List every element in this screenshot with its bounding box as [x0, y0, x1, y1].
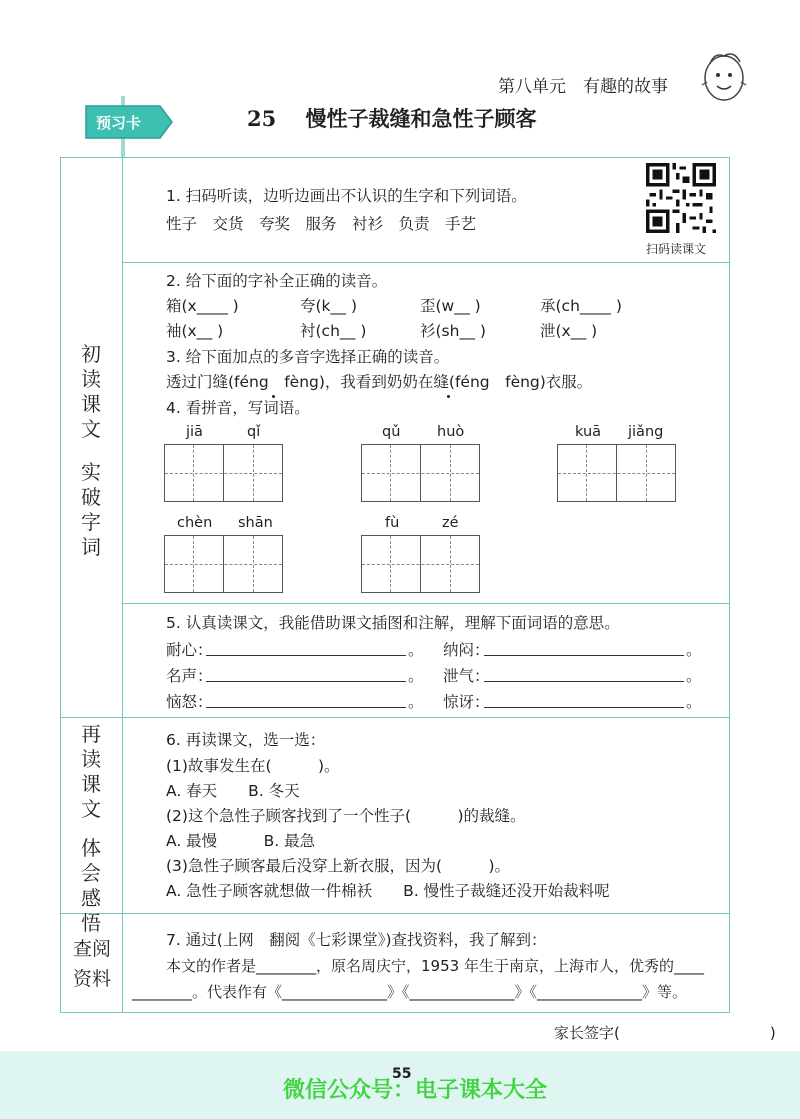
period: 。 [408, 667, 424, 685]
tag-label: 预习卡 [96, 114, 142, 132]
q2-item: 承(ch____ ) [540, 297, 622, 315]
answer-line[interactable] [484, 655, 684, 656]
period: 。 [408, 641, 424, 659]
q2-item: 泄(x__ ) [540, 322, 598, 340]
side-divider [122, 157, 123, 1013]
q1-instruction: 1. 扫码听读，边听边画出不认识的生字和下列词语。 [166, 187, 527, 205]
qr-code-icon[interactable] [646, 163, 716, 233]
q7-instruction: 7. 通过(上网 翻阅《七彩课堂》)查找资料，我了解到： [166, 931, 547, 949]
period: 。 [686, 667, 702, 685]
side-label-research: 查阅 资料 [72, 938, 111, 990]
unit-header: 第八单元 有趣的故事 [498, 77, 668, 97]
q5-term: 耐心： [166, 641, 213, 659]
row-divider-4 [60, 913, 730, 914]
emphasis-dot [447, 395, 450, 398]
row-divider-1 [122, 262, 730, 263]
writing-grid[interactable] [164, 444, 283, 502]
q2-instruction: 2. 给下面的字补全正确的读音。 [166, 272, 388, 290]
writing-grid[interactable] [361, 444, 480, 502]
writing-grid[interactable] [164, 535, 283, 593]
lesson-name: 慢性子裁缝和急性子顾客 [305, 106, 537, 131]
pinyin: kuā [575, 424, 602, 440]
q3-sentence: 透过门缝(féng fèng)，我看到奶奶在缝(féng fèng)衣服。 [166, 373, 593, 391]
parent-signature[interactable]: 家长签字( ) [554, 1024, 776, 1042]
q3-instruction: 3. 给下面加点的多音字选择正确的读音。 [166, 348, 450, 366]
answer-line[interactable] [206, 707, 406, 708]
period: 。 [686, 693, 702, 711]
lesson-number: 25 [247, 106, 277, 131]
pinyin: zé [442, 515, 459, 531]
period: 。 [408, 693, 424, 711]
pinyin: jiǎng [628, 424, 664, 440]
q5-term: 名声： [166, 667, 213, 685]
lesson-title [247, 103, 536, 133]
answer-line[interactable] [206, 681, 406, 682]
pinyin: chèn [177, 515, 213, 531]
q2-item: 歪(w__ ) [420, 297, 481, 315]
q5-term: 惊讶： [443, 693, 490, 711]
pinyin: fù [385, 515, 400, 531]
q7-line-1: 本文的作者是________，原名周庆宁，1953 年生于南京，上海市人，优秀的____ [166, 957, 704, 975]
q4-instruction: 4. 看拼音，写词语。 [166, 399, 310, 417]
pinyin: qǐ [247, 424, 261, 440]
q2-item: 衬(ch__ ) [300, 322, 367, 340]
q6-options-2: A. 最慢 B. 最急 [166, 832, 316, 850]
period: 。 [686, 641, 702, 659]
answer-line[interactable] [484, 681, 684, 682]
pinyin: shān [238, 515, 273, 531]
pinyin: huò [437, 424, 465, 440]
q2-item: 袖(x__ ) [166, 322, 224, 340]
q6-instruction: 6. 再读课文，选一选： [166, 731, 326, 749]
q5-term: 纳闷： [443, 641, 490, 659]
row-divider-3 [60, 717, 730, 718]
qr-caption: 扫码读课文 [646, 242, 707, 256]
q2-item: 箱(x____ ) [166, 297, 239, 315]
q5-term: 泄气： [443, 667, 490, 685]
q1-words: 性子 交货 夸奖 服务 衬衫 负责 手艺 [166, 215, 477, 233]
q6-options-1: A. 春天 B. 冬天 [166, 782, 300, 800]
page-number: 55 [392, 1066, 412, 1082]
footer-watermark: 微信公众号：电子课本大全 [283, 1078, 548, 1103]
side-label-first-reading: 初 读 课 文 实 破 字 词 [81, 342, 101, 559]
q6-question-2: (2)这个急性子顾客找到了一个性子( )的裁缝。 [166, 807, 526, 825]
q6-question-3: (3)急性子顾客最后没穿上新衣服，因为( )。 [166, 857, 511, 875]
q2-item: 衫(sh__ ) [420, 322, 486, 340]
pinyin: jiā [186, 424, 203, 440]
q6-question-1: (1)故事发生在( )。 [166, 757, 340, 775]
answer-line[interactable] [206, 655, 406, 656]
q6-options-3: A. 急性子顾客就想做一件棉袄 B. 慢性子裁缝还没开始裁料呢 [166, 882, 610, 900]
side-label-second-reading: 再 读 课 文 体 会 感 悟 [81, 722, 101, 935]
writing-grid[interactable] [361, 535, 480, 593]
row-divider-2 [122, 603, 730, 604]
mascot-icon [700, 48, 748, 103]
writing-grid[interactable] [557, 444, 676, 502]
q2-item: 夸(k__ ) [300, 297, 357, 315]
pinyin: qǔ [382, 424, 401, 440]
q5-term: 恼怒： [166, 693, 213, 711]
answer-line[interactable] [484, 707, 684, 708]
q5-instruction: 5. 认真读课文，我能借助课文插图和注解，理解下面词语的意思。 [166, 614, 620, 632]
q7-line-2: ________。代表作有《______________》《______________》《______________》等。 [132, 983, 688, 1001]
